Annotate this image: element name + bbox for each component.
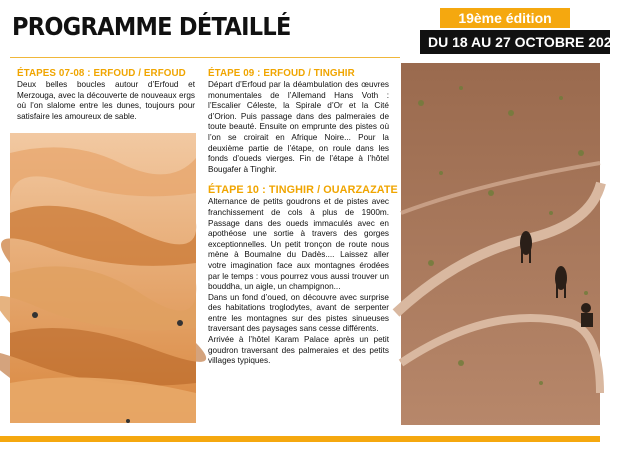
stage-text: Dans un fond d’oued, on découvre avec surprise des habitations troglodytes, avant de serpenter entre les montagnes sur des pistes sinueuses traversant des paysages sans cesse différents. — [208, 292, 389, 334]
stage-column-left — [17, 68, 195, 122]
stage-column-right — [208, 68, 398, 367]
desert-track-photo — [401, 63, 600, 425]
edition-badge: 19ème édition — [440, 8, 570, 28]
header-divider — [10, 57, 400, 58]
stage-text: Alternance de petits goudrons et de pistes avec franchissement de cols à plus de 1900m. Passage dans des oueds immaculés avec en apothéose une sortie à travers des gorges exceptionnelles. Un petit tronçon de route nous mène à Boumalne du Dadès.... Laissez aller votre imagination face aux montagnes érodées par le temps : vous pourrez vous aussi trouver un bouddha, un aigle, un champignon... — [208, 197, 389, 292]
stage-heading: ÉTAPE 10 : TINGHIR / OUARZAZATE — [208, 184, 398, 197]
dunes-photo — [10, 133, 196, 423]
stage-text: Arrivée à l’hôtel Karam Palace après un petit goudron traversant des palmeraies et des petits villages typiques. — [208, 335, 389, 366]
dates-banner: DU 18 AU 27 OCTOBRE 2024 — [420, 30, 610, 54]
stage-text: Départ d’Erfoud par la déambulation des œuvres monumentales de l’Allemand Hans Voth : l’Escalier Céleste, la Spirale d’Or et la Cité d’Orion. Puis passage dans des palmeraies de toute beauté. Ensuite on emprunte des pistes où l’on se croirait en Afrique Noire... Pour la deuxième partie de l’étape, on roule dans les fonds d’oueds vierges. Fin de l’étape à l’hôtel Bougafer à Tinghir. — [208, 80, 389, 174]
stage-heading: ÉTAPE 09 : ERFOUD / TINGHIR — [208, 68, 355, 79]
footer-bar — [0, 436, 600, 442]
stage-text: Deux belles boucles autour d’Erfoud et Merzouga, avec la découverte de nouveaux ergs où l’on slalome entre les dunes, toujours pour satisfaire les amoureux de sable. — [17, 80, 195, 121]
page-title: PROGRAMME DÉTAILLÉ — [12, 12, 291, 41]
stage-heading: ÉTAPES 07-08 : ERFOUD / ERFOUD — [17, 68, 186, 79]
